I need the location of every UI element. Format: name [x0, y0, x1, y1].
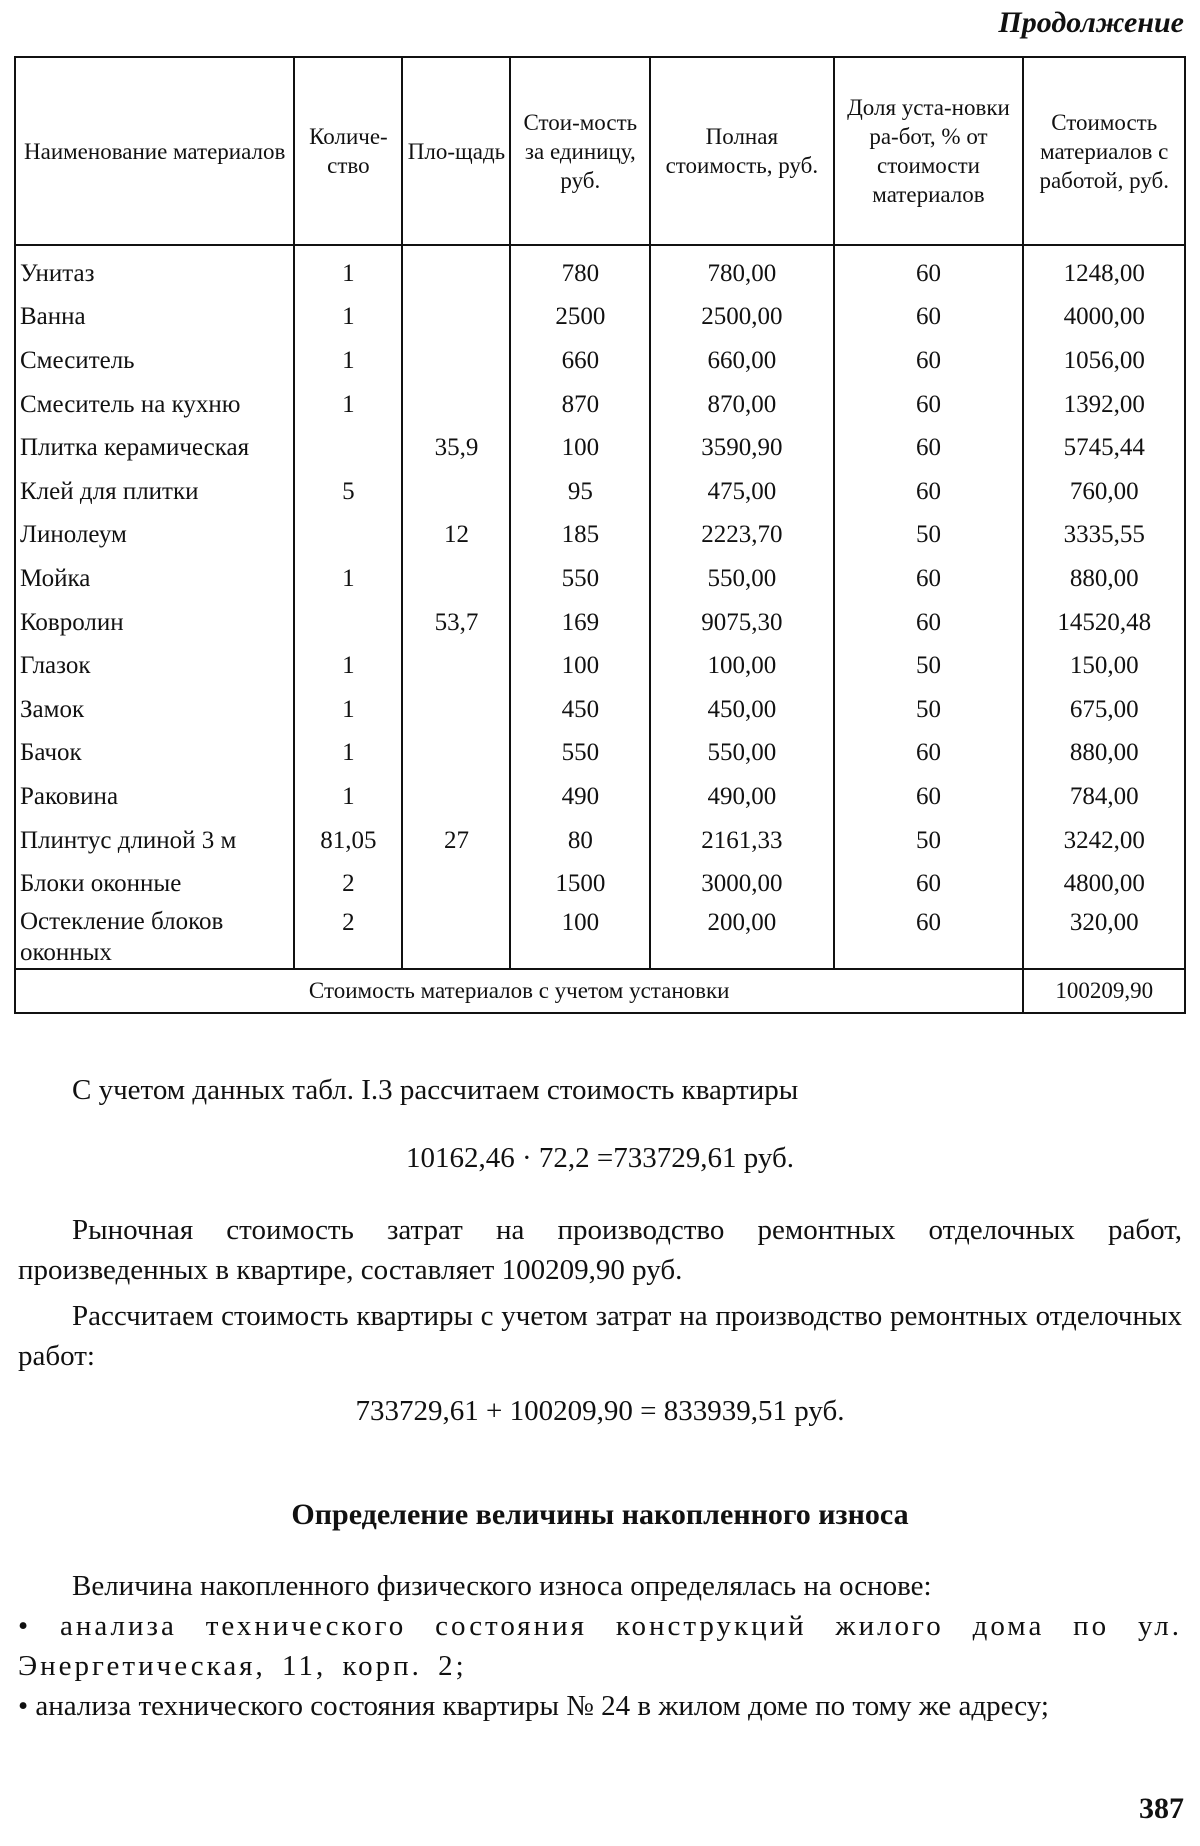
cell-total: 760,00 — [1023, 470, 1185, 514]
cell-total: 150,00 — [1023, 644, 1185, 688]
cell-unit-cost: 450 — [510, 688, 650, 732]
cell-name: Мойка — [15, 557, 294, 601]
cell-quantity: 1 — [294, 732, 402, 776]
cell-share: 60 — [834, 557, 1024, 601]
cell-unit-cost: 490 — [510, 775, 650, 819]
cell-name: Блоки оконные — [15, 862, 294, 906]
cell-unit-cost: 100 — [510, 644, 650, 688]
cell-area: 53,7 — [402, 601, 510, 645]
cell-unit-cost: 2500 — [510, 296, 650, 340]
cell-total: 3242,00 — [1023, 819, 1185, 863]
cell-unit-cost: 1500 — [510, 862, 650, 906]
header-area: Пло-щадь — [402, 57, 510, 245]
cell-quantity: 1 — [294, 245, 402, 296]
cell-area — [402, 383, 510, 427]
table-row — [15, 688, 1185, 732]
cell-unit-cost: 780 — [510, 245, 650, 296]
page-number: 387 — [1139, 1792, 1184, 1825]
table-total-row — [15, 969, 1185, 1013]
cell-full-cost: 2500,00 — [650, 296, 833, 340]
cell-unit-cost: 550 — [510, 732, 650, 776]
cell-name: Бачок — [15, 732, 294, 776]
cell-share: 60 — [834, 906, 1024, 969]
cell-quantity: 81,05 — [294, 819, 402, 863]
cell-share: 60 — [834, 296, 1024, 340]
cell-name: Ковролин — [15, 601, 294, 645]
paragraph-wear: Величина накопленного физического износа определялась на основе: • анализа технического состояния конструкций жилого дома по ул. Энергетическая, 11, корп. 2; • анализа технического состояния квартиры № 24 в жилом доме по тому же адресу; — [18, 1566, 1182, 1726]
table-header-row — [15, 57, 1185, 245]
cell-total: 320,00 — [1023, 906, 1185, 969]
cell-share: 50 — [834, 688, 1024, 732]
table-row — [15, 339, 1185, 383]
materials-table — [14, 56, 1186, 1014]
cell-total: 1392,00 — [1023, 383, 1185, 427]
table-row — [15, 296, 1185, 340]
cell-full-cost: 550,00 — [650, 732, 833, 776]
cell-area — [402, 557, 510, 601]
cell-name: Ванна — [15, 296, 294, 340]
table-row — [15, 245, 1185, 296]
cell-quantity: 2 — [294, 906, 402, 969]
header-cost-with-work: Стоимость материалов с работой, руб. — [1023, 57, 1185, 245]
cell-share: 50 — [834, 514, 1024, 558]
cell-share: 60 — [834, 426, 1024, 470]
cell-total: 1248,00 — [1023, 245, 1185, 296]
cell-unit-cost: 185 — [510, 514, 650, 558]
cell-share: 60 — [834, 601, 1024, 645]
cell-area — [402, 339, 510, 383]
cell-total: 675,00 — [1023, 688, 1185, 732]
cell-name: Плинтус длиной 3 м — [15, 819, 294, 863]
total-value: 100209,90 — [1023, 969, 1185, 1013]
cell-total: 880,00 — [1023, 732, 1185, 776]
cell-full-cost: 780,00 — [650, 245, 833, 296]
cell-area — [402, 862, 510, 906]
cell-name: Клей для плитки — [15, 470, 294, 514]
cell-share: 60 — [834, 470, 1024, 514]
formula-total-cost: 733729,61 + 100209,90 = 833939,51 руб. — [355, 1395, 845, 1427]
cell-unit-cost: 169 — [510, 601, 650, 645]
cell-quantity — [294, 426, 402, 470]
bullet-item: • анализа технического состояния квартиры № 24 в жилом доме по тому же адресу; — [18, 1690, 1049, 1722]
cell-quantity: 1 — [294, 383, 402, 427]
cell-share: 60 — [834, 775, 1024, 819]
header-unit-cost: Стои-мость за единицу, руб. — [510, 57, 650, 245]
cell-area — [402, 732, 510, 776]
table-row — [15, 819, 1185, 863]
table-row — [15, 557, 1185, 601]
formula-apartment-cost: 10162,46 · 72,2 =733729,61 руб. — [405, 1142, 794, 1174]
cell-total: 1056,00 — [1023, 339, 1185, 383]
cell-name: Унитаз — [15, 245, 294, 296]
cell-name: Замок — [15, 688, 294, 732]
cell-full-cost: 3590,90 — [650, 426, 833, 470]
cell-total: 14520,48 — [1023, 601, 1185, 645]
cell-quantity — [294, 601, 402, 645]
cell-share: 60 — [834, 245, 1024, 296]
cell-total: 3335,55 — [1023, 514, 1185, 558]
paragraph-market-cost: Рыночная стоимость затрат на производство ремонтных отделочных работ, произведенных в квартире, составляет 100209,90 руб. — [18, 1214, 1182, 1286]
cell-area: 27 — [402, 819, 510, 863]
cell-unit-cost: 550 — [510, 557, 650, 601]
header-material-name: Наименование материалов — [15, 57, 294, 245]
continued-label: Продолжение — [998, 6, 1184, 39]
cell-name: Смеситель на кухню — [15, 383, 294, 427]
cell-share: 50 — [834, 644, 1024, 688]
cell-area — [402, 906, 510, 969]
cell-total: 4000,00 — [1023, 296, 1185, 340]
cell-full-cost: 9075,30 — [650, 601, 833, 645]
cell-unit-cost: 100 — [510, 426, 650, 470]
table-row — [15, 862, 1185, 906]
cell-area — [402, 775, 510, 819]
cell-full-cost: 450,00 — [650, 688, 833, 732]
cell-share: 60 — [834, 732, 1024, 776]
cell-full-cost: 550,00 — [650, 557, 833, 601]
table-row — [15, 775, 1185, 819]
cell-full-cost: 870,00 — [650, 383, 833, 427]
cell-full-cost: 200,00 — [650, 906, 833, 969]
cell-quantity: 1 — [294, 775, 402, 819]
cell-unit-cost: 80 — [510, 819, 650, 863]
cell-name: Смеситель — [15, 339, 294, 383]
header-full-cost: Полная стоимость, руб. — [650, 57, 833, 245]
cell-unit-cost: 660 — [510, 339, 650, 383]
cell-full-cost: 3000,00 — [650, 862, 833, 906]
paragraph-calc: Рассчитаем стоимость квартиры с учетом затрат на производство ремонтных отделочных работ: — [18, 1300, 1182, 1372]
cell-area — [402, 296, 510, 340]
cell-area: 12 — [402, 514, 510, 558]
cell-full-cost: 660,00 — [650, 339, 833, 383]
table-row — [15, 426, 1185, 470]
cell-total: 784,00 — [1023, 775, 1185, 819]
cell-quantity: 1 — [294, 644, 402, 688]
table-row — [15, 470, 1185, 514]
bullet-item: • анализа технического состояния конструкций жилого дома по ул. Энергетическая, 11, корп. 2; — [18, 1610, 1182, 1682]
cell-quantity: 1 — [294, 688, 402, 732]
paragraph-intro: С учетом данных табл. I.3 рассчитаем стоимость квартиры — [72, 1074, 799, 1106]
cell-name: Раковина — [15, 775, 294, 819]
cell-full-cost: 475,00 — [650, 470, 833, 514]
cell-area — [402, 644, 510, 688]
table-row — [15, 514, 1185, 558]
cell-total: 4800,00 — [1023, 862, 1185, 906]
cell-unit-cost: 100 — [510, 906, 650, 969]
cell-total: 5745,44 — [1023, 426, 1185, 470]
cell-quantity: 5 — [294, 470, 402, 514]
cell-area — [402, 470, 510, 514]
cell-quantity — [294, 514, 402, 558]
total-label: Стоимость материалов с учетом установки — [15, 969, 1023, 1013]
cell-share: 60 — [834, 383, 1024, 427]
section-heading: Определение величины накопленного износа — [291, 1498, 909, 1531]
header-quantity: Количе-ство — [294, 57, 402, 245]
cell-share: 60 — [834, 339, 1024, 383]
header-installation-share: Доля уста-новки ра-бот, % от стоимости материалов — [834, 57, 1024, 245]
cell-area — [402, 245, 510, 296]
cell-full-cost: 100,00 — [650, 644, 833, 688]
cell-full-cost: 490,00 — [650, 775, 833, 819]
cell-area: 35,9 — [402, 426, 510, 470]
cell-name: Остекление блоков оконных — [15, 906, 294, 969]
table-row — [15, 906, 1185, 969]
cell-unit-cost: 95 — [510, 470, 650, 514]
cell-quantity: 1 — [294, 296, 402, 340]
cell-quantity: 1 — [294, 557, 402, 601]
table-row — [15, 732, 1185, 776]
cell-quantity: 2 — [294, 862, 402, 906]
cell-name: Плитка керамическая — [15, 426, 294, 470]
cell-name: Глазок — [15, 644, 294, 688]
table-row — [15, 601, 1185, 645]
table-row — [15, 644, 1185, 688]
cell-quantity: 1 — [294, 339, 402, 383]
cell-area — [402, 688, 510, 732]
cell-full-cost: 2161,33 — [650, 819, 833, 863]
cell-full-cost: 2223,70 — [650, 514, 833, 558]
table-row — [15, 383, 1185, 427]
cell-unit-cost: 870 — [510, 383, 650, 427]
cell-name: Линолеум — [15, 514, 294, 558]
cell-share: 60 — [834, 862, 1024, 906]
cell-share: 50 — [834, 819, 1024, 863]
cell-total: 880,00 — [1023, 557, 1185, 601]
